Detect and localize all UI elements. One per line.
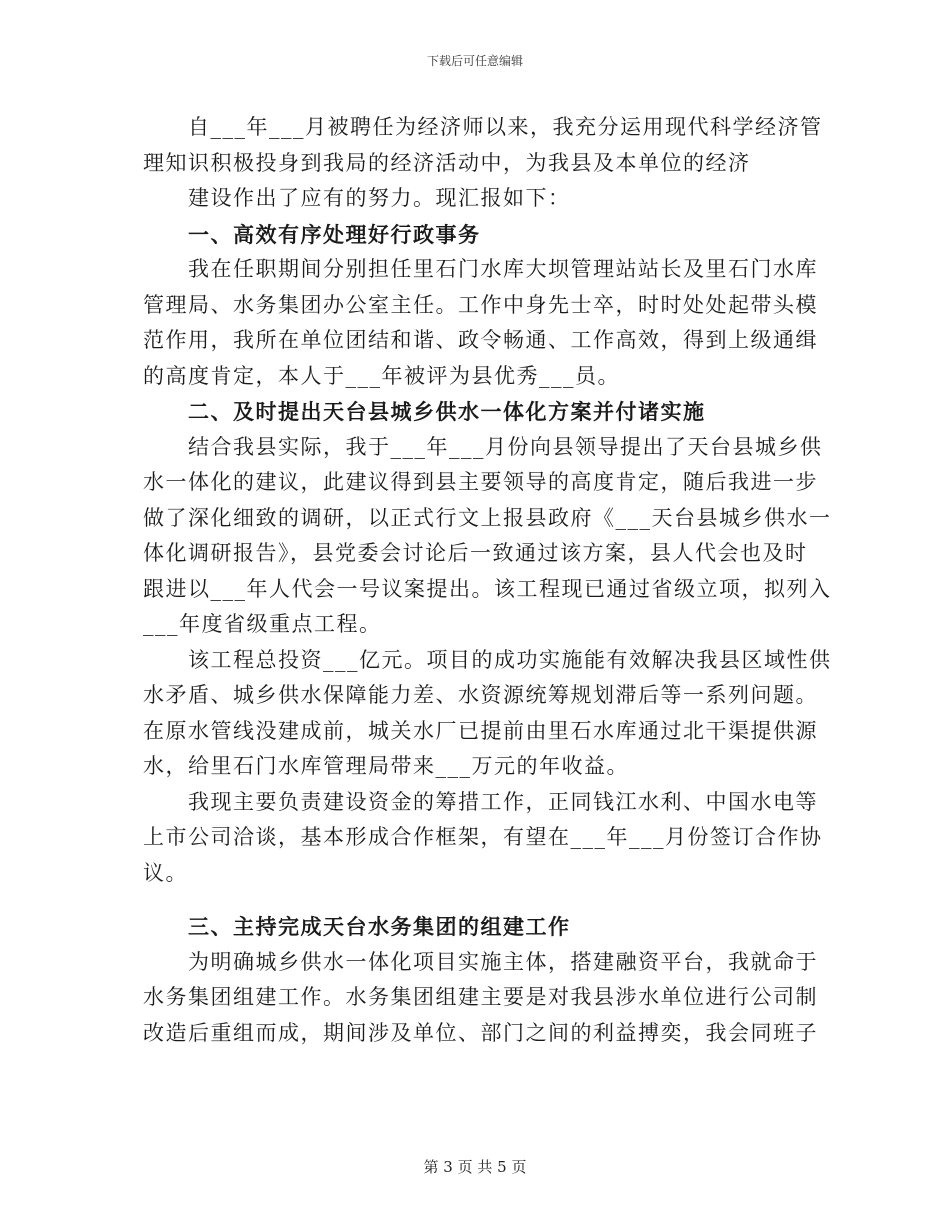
paragraph-line: 做了深化细致的调研，以正式行文上报县政府《___天台县城乡供水一 [143,505,832,530]
paragraph-line: 理知识积极投身到我局的经济活动中，为我县及本单位的经济 [143,150,751,175]
section-heading-1: 一、高效有序处理好行政事务 [188,221,481,247]
paragraph-line: 管理局、水务集团办公室主任。工作中身先士卒，时时处处起带头模 [143,292,818,317]
paragraph-line: 我现主要负责建设资金的筹措工作，正同钱江水利、中国水电等 [188,789,818,814]
page-header-note: 下载后可任意编辑 [426,54,523,68]
paragraph-line: 为明确城乡供水一体化项目实施主体，搭建融资平台，我就命于 [188,949,818,974]
spacer [143,891,807,909]
paragraph-line: 议。 [143,860,188,885]
paragraph-line: ___年度省级重点工程。 [143,612,382,636]
document-body [143,110,832,1051]
paragraph-line: 范作用，我所在单位团结和谐、政令畅通、工作高效，得到上级通缉 [143,328,818,352]
paragraph-line: 在原水管线没建成前，城关水厂已提前由里石水库通过北干渠提供源 [143,718,818,743]
paragraph-line: 水一体化的建议，此建议得到县主要领导的高度肯定，随后我进一步 [143,470,818,494]
paragraph-line: 水务集团组建工作。水务集团组建主要是对我县涉水单位进行公司制 [143,985,818,1009]
paragraph-line: 体化调研报告》，县党委会讨论后一致通过该方案，县人代会也及时 [143,541,808,565]
paragraph-line: 跟进以___年人代会一号议案提出。该工程现已通过省级立项，拟列入 [143,576,832,601]
paragraph-line: 水矛盾、城乡供水保障能力差、水资源统筹规划滞后等一系列问题。 [143,683,818,707]
paragraph-line: 自___年___月被聘任为经济师以来，我充分运用现代科学经济管 [188,115,823,139]
section-heading-2: 二、及时提出天台县城乡供水一体化方案并付诸实施 [188,399,706,424]
paragraph-line: 的高度肯定，本人于___年被评为县优秀___员。 [143,363,620,388]
paragraph-line: 水，给里石门水库管理局带来___万元的年收益。 [143,754,629,778]
paragraph-line: 结合我县实际，我于___年___月份向县领导提出了天台县城乡供 [188,434,823,459]
paragraph-line: 我在任职期间分别担任里石门水库大坝管理站站长及里石门水库 [188,257,818,281]
paragraph-line: 该工程总投资___亿元。项目的成功实施能有效解决我县区域性供 [188,647,832,672]
paragraph-line: 上市公司洽谈，基本形成合作框架，有望在___年___月份签订合作协 [143,825,823,849]
paragraph-line: 建设作出了应有的努力。现汇报如下： [188,186,571,210]
section-heading-3: 三、主持完成天台水务集团的组建工作 [188,914,571,939]
page-footer-number: 第 3 页 共 5 页 [423,1158,527,1176]
paragraph-line: 改造后重组而成，期间涉及单位、部门之间的利益搏奕，我会同班子 [143,1020,818,1045]
